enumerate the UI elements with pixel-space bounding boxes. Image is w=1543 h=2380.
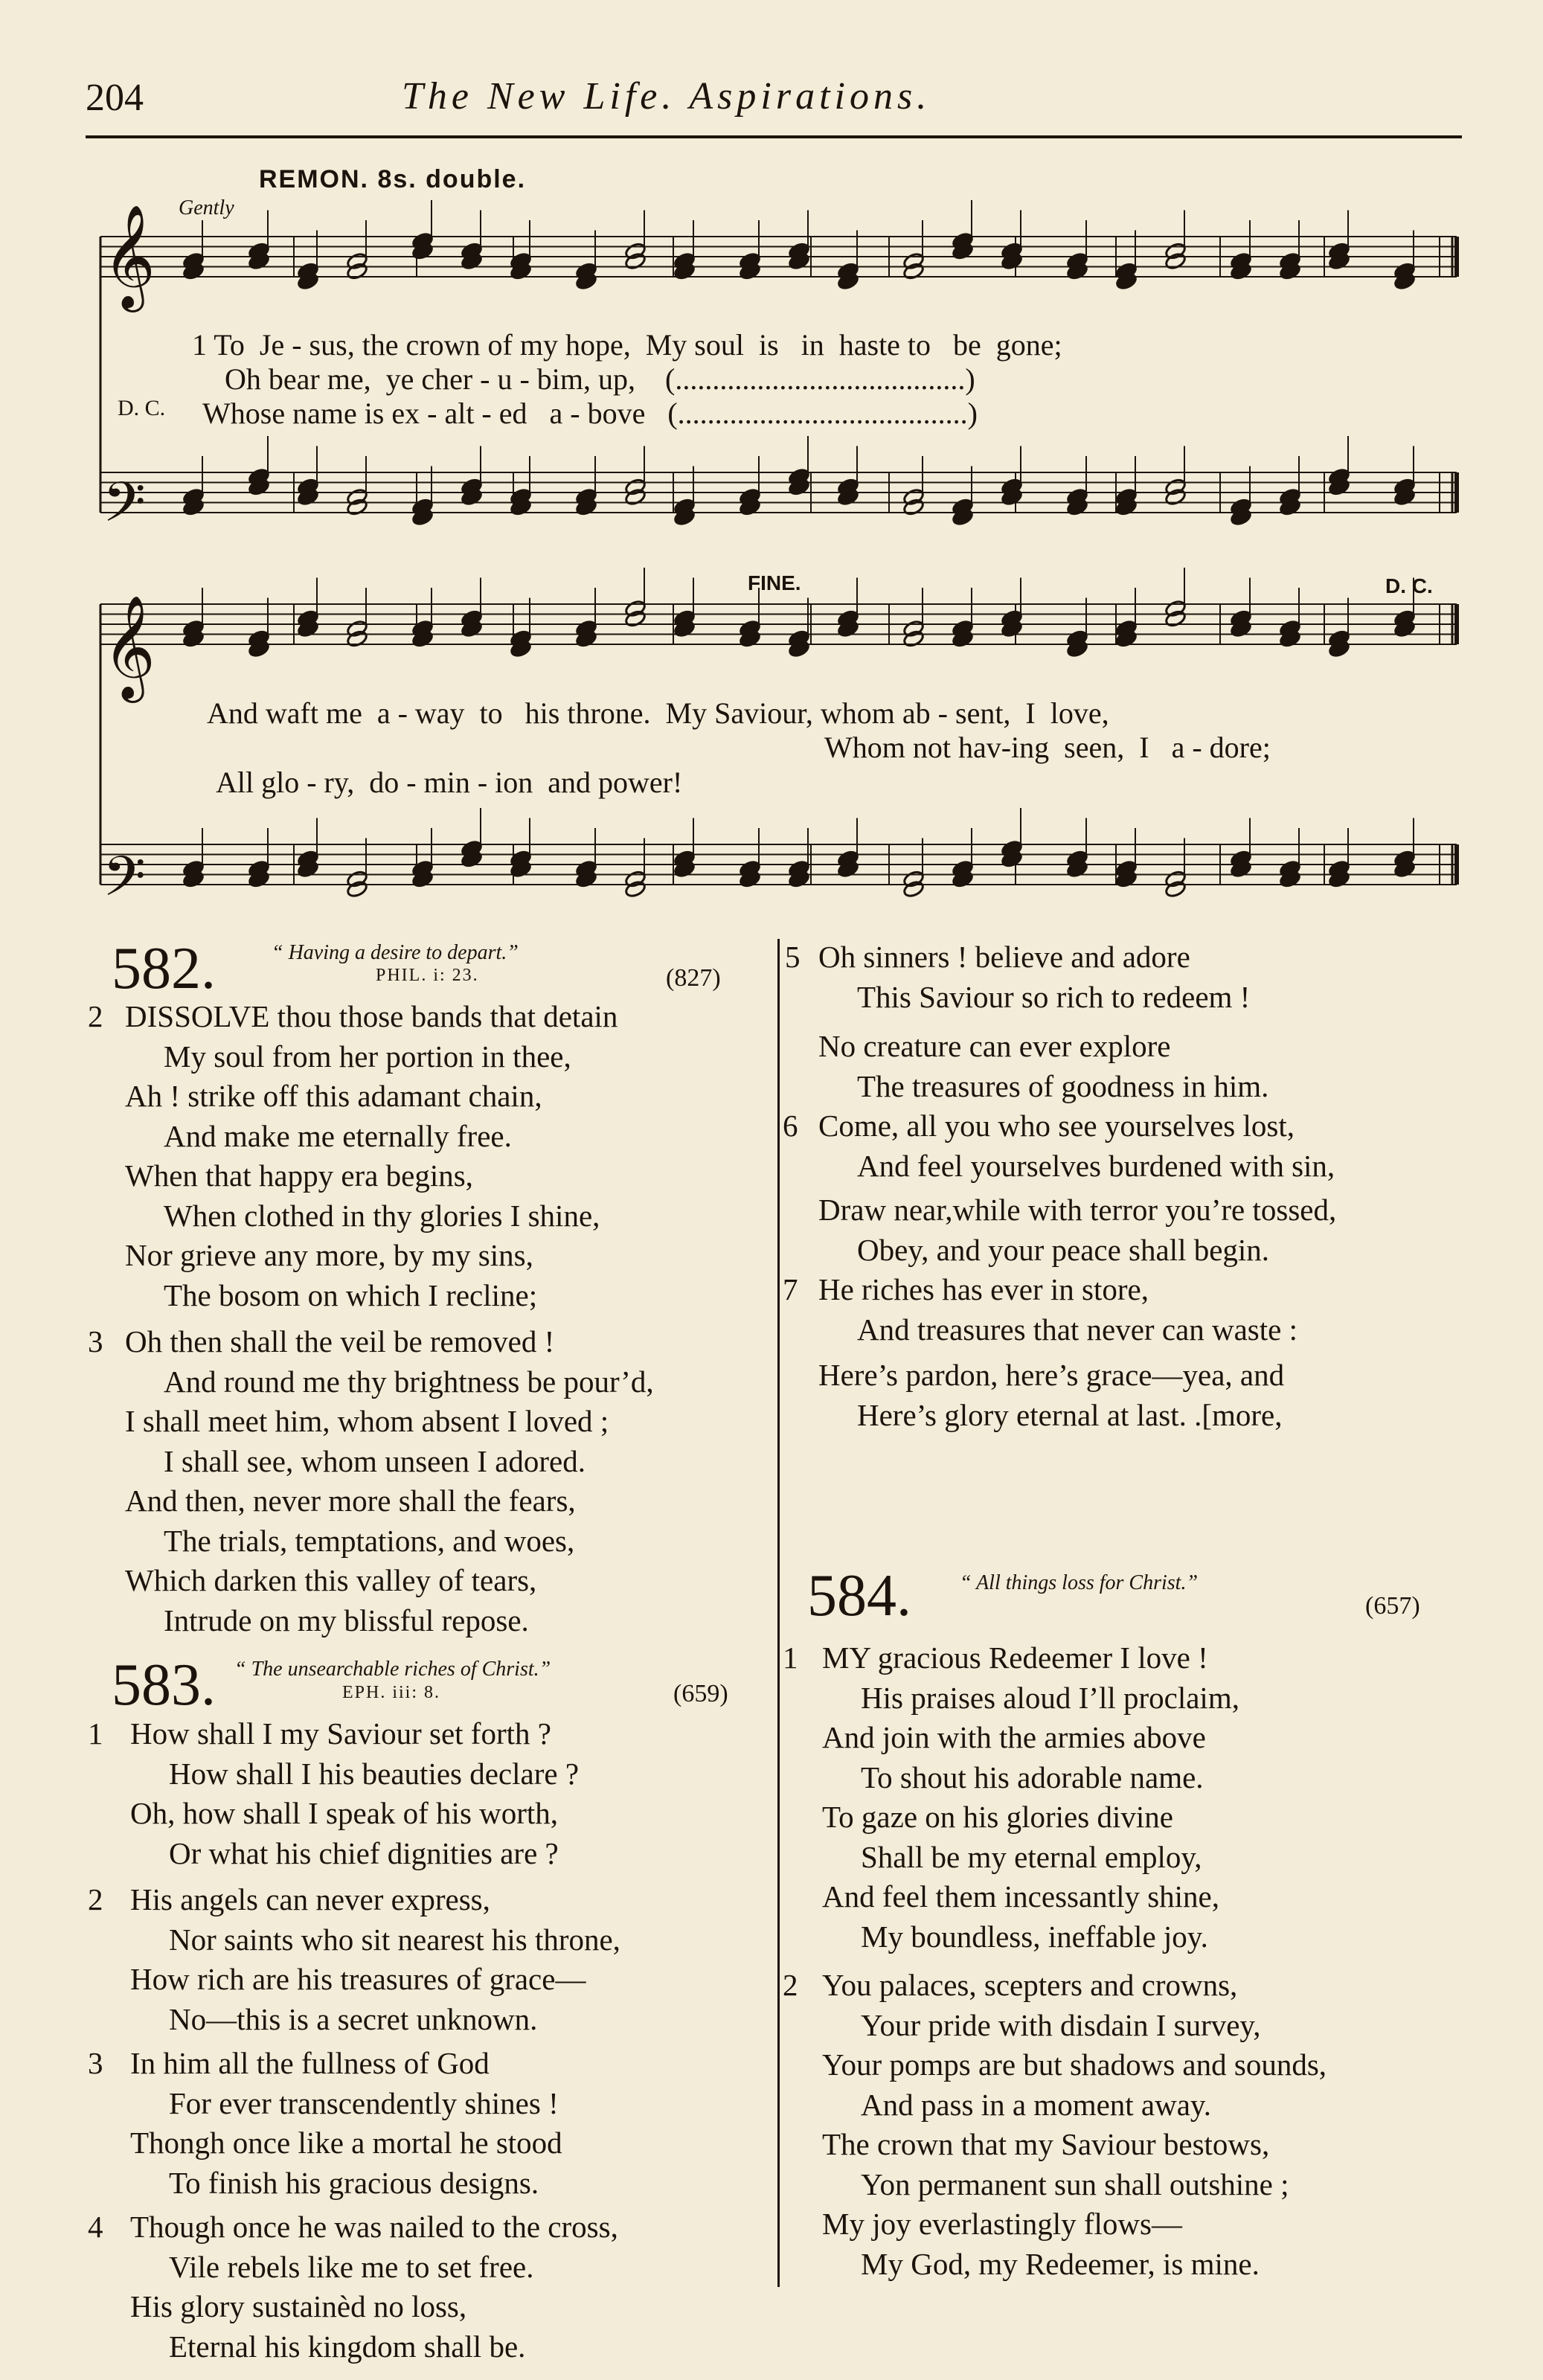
hymn-meter: (827) [666, 964, 721, 992]
verse-number: 2 [88, 999, 103, 1033]
fine-marking: FINE. [748, 571, 801, 594]
verse-line: Come, all you who see yourselves lost, [818, 1109, 1295, 1143]
verse-line: And then, never more shall the fears, [125, 1484, 576, 1518]
verse-line: Draw near,while with terror you’re tossed, [818, 1193, 1337, 1227]
hymn-meter: (657) [1365, 1592, 1420, 1620]
verse-line: He riches has ever in store, [818, 1272, 1149, 1306]
verse-line: Here’s pardon, here’s grace—yea, and [818, 1358, 1285, 1392]
verse-line: Vile rebels like me to set free. [169, 2249, 534, 2284]
verse-line: My God, my Redeemer, is mine. [861, 2246, 1260, 2281]
verse-line: To finish his gracious designs. [169, 2165, 539, 2200]
verse-line: Intrude on my blissful repose. [164, 1603, 529, 1638]
dc-marking: D. C. [1385, 574, 1433, 597]
bass-clef-icon: 𝄢 [103, 844, 146, 923]
verse-line: And pass in a moment away. [861, 2087, 1212, 2122]
hymn-title: “ Having a desire to depart.” [272, 941, 519, 964]
verse-line: How shall I my Saviour set forth ? [130, 1716, 551, 1751]
verse-number: 7 [783, 1272, 798, 1306]
page-number: 204 [86, 77, 144, 119]
verse-line: MY gracious Redeemer I love ! [822, 1640, 1208, 1675]
hymn-title: “ All things loss for Christ.” [960, 1571, 1199, 1594]
verse-line: Your pomps are but shadows and sounds, [822, 2047, 1327, 2082]
verse-line: How rich are his treasures of grace— [130, 1962, 586, 1996]
verse-number: 2 [783, 1968, 798, 2002]
verse-line: Your pride with disdain I survey, [861, 2007, 1261, 2042]
verse-line: Ah ! strike off this adamant chain, [125, 1079, 542, 1113]
verse-line: Shall be my eternal employ, [861, 1839, 1202, 1874]
verse-line: DISSOLVE thou those bands that detain [125, 999, 618, 1033]
verse-number: 3 [88, 1324, 103, 1359]
hymn-meter: (659) [673, 1680, 728, 1707]
running-title: The New Life. Aspirations. [402, 75, 931, 118]
lyric-line: Whose name is ex - alt - ed a - bove (.......................................) [202, 397, 978, 430]
verse-line: My joy everlastingly flows— [822, 2207, 1182, 2241]
verse-line: Oh, how shall I speak of his worth, [130, 1796, 559, 1830]
verse-line: I shall meet him, whom absent I loved ; [125, 1404, 609, 1438]
treble-clef-icon: 𝄞 [103, 205, 155, 308]
verse-line: Which darken this valley of tears, [125, 1563, 537, 1597]
verse-line: To gaze on his glories divine [822, 1800, 1173, 1834]
verse-line: The bosom on which I recline; [164, 1277, 538, 1312]
verse-line: How shall I his beauties declare ? [169, 1756, 580, 1791]
scripture-ref: EPH. iii: 8. [342, 1683, 441, 1702]
verse-line: No—this is a secret unknown. [169, 2001, 538, 2036]
verse-line: This Saviour so rich to redeem ! [857, 979, 1251, 1014]
verse-line: The treasures of goodness in him. [857, 1068, 1269, 1103]
hymn-title: “ The unsearchable riches of Christ.” [234, 1658, 551, 1681]
verse-line: Oh sinners ! believe and adore [818, 940, 1190, 974]
verse-line: When clothed in thy glories I shine, [164, 1198, 600, 1233]
column-rule [777, 939, 780, 2287]
lyric-line: Oh bear me, ye cher - u - bim, up, (.......................................) [225, 362, 975, 396]
verse-line: The trials, temptations, and woes, [164, 1523, 575, 1558]
verse-line: Obey, and your peace shall begin. [857, 1232, 1270, 1267]
verse-number: 1 [783, 1640, 798, 1675]
verse-line: His angels can never express, [130, 1882, 490, 1916]
clefs [103, 205, 155, 923]
verse-line: Nor grieve any more, by my sins, [125, 1238, 533, 1272]
verse-line: For ever transcendently shines ! [169, 2085, 559, 2120]
verse-number: 2 [88, 1882, 103, 1916]
verse-number: 1 [88, 1716, 103, 1751]
verse-line: The crown that my Saviour bestows, [822, 2127, 1270, 2161]
verse-line: Though once he was nailed to the cross, [130, 2210, 618, 2244]
verse-line: Or what his chief dignities are ? [169, 1835, 559, 1870]
verse-line: My boundless, ineffable joy. [861, 1919, 1208, 1954]
verse-line: Eternal his kingdom shall be. [169, 2329, 526, 2364]
verse-number: 3 [88, 2046, 103, 2080]
verse-line: And feel yourselves burdened with sin, [857, 1148, 1335, 1183]
verse-line: And round me thy brightness be pour’d, [164, 1364, 654, 1399]
verse-line: His praises aloud I’ll proclaim, [861, 1680, 1239, 1715]
verse-number: 4 [88, 2210, 103, 2244]
verse-line: And make me eternally free. [164, 1118, 512, 1153]
verse-line: Thongh once like a mortal he stood [130, 2126, 562, 2160]
tempo-marking: Gently [179, 196, 234, 219]
lyric-line: All glo - ry, do - min - ion and power! [216, 766, 683, 799]
lyric-line: 1 To Je - sus, the crown of my hope, My soul is in haste to be gone; [192, 328, 1062, 362]
verse-number: 6 [783, 1109, 798, 1143]
hymn-number: 582. [112, 936, 216, 1001]
verse-line: You palaces, scepters and crowns, [822, 1968, 1238, 2002]
scripture-ref: PHIL. i: 23. [376, 966, 479, 985]
verse-line: And treasures that never can waste : [857, 1312, 1297, 1347]
tune-name: REMON. 8s. double. [259, 165, 527, 193]
lyric-line: Whom not hav-ing seen, I a - dore; [824, 731, 1271, 764]
verse-line: And join with the armies above [822, 1720, 1206, 1754]
dc-label: D. C. [118, 396, 166, 420]
treble-clef-icon: 𝄞 [103, 595, 155, 699]
verse-line: When that happy era begins, [125, 1158, 473, 1193]
hymn-number: 584. [807, 1563, 911, 1629]
bass-clef-icon: 𝄢 [103, 470, 146, 548]
verse-line: In him all the fullness of God [130, 2046, 490, 2080]
verse-line: Yon permanent sun shall outshine ; [861, 2166, 1289, 2201]
lyric-line: And waft me a - way to his throne. My Saviour, whom ab - sent, I love, [207, 696, 1109, 730]
verse-line: To shout his adorable name. [861, 1760, 1204, 1794]
verse-number: 5 [785, 940, 801, 974]
hymn-number: 583. [112, 1652, 216, 1718]
verse-line: My soul from her portion in thee, [164, 1039, 571, 1074]
verse-line: Here’s glory eternal at last. .[more, [857, 1397, 1283, 1432]
verse-line: His glory sustainèd no loss, [130, 2289, 467, 2323]
verse-line: Nor saints who sit nearest his throne, [169, 1922, 620, 1957]
verse-line: No creature can ever explore [818, 1029, 1171, 1063]
verse-line: Oh then shall the veil be removed ! [125, 1324, 555, 1359]
verse-line: And feel them incessantly shine, [822, 1879, 1220, 1914]
verse-line: I shall see, whom unseen I adored. [164, 1443, 586, 1478]
